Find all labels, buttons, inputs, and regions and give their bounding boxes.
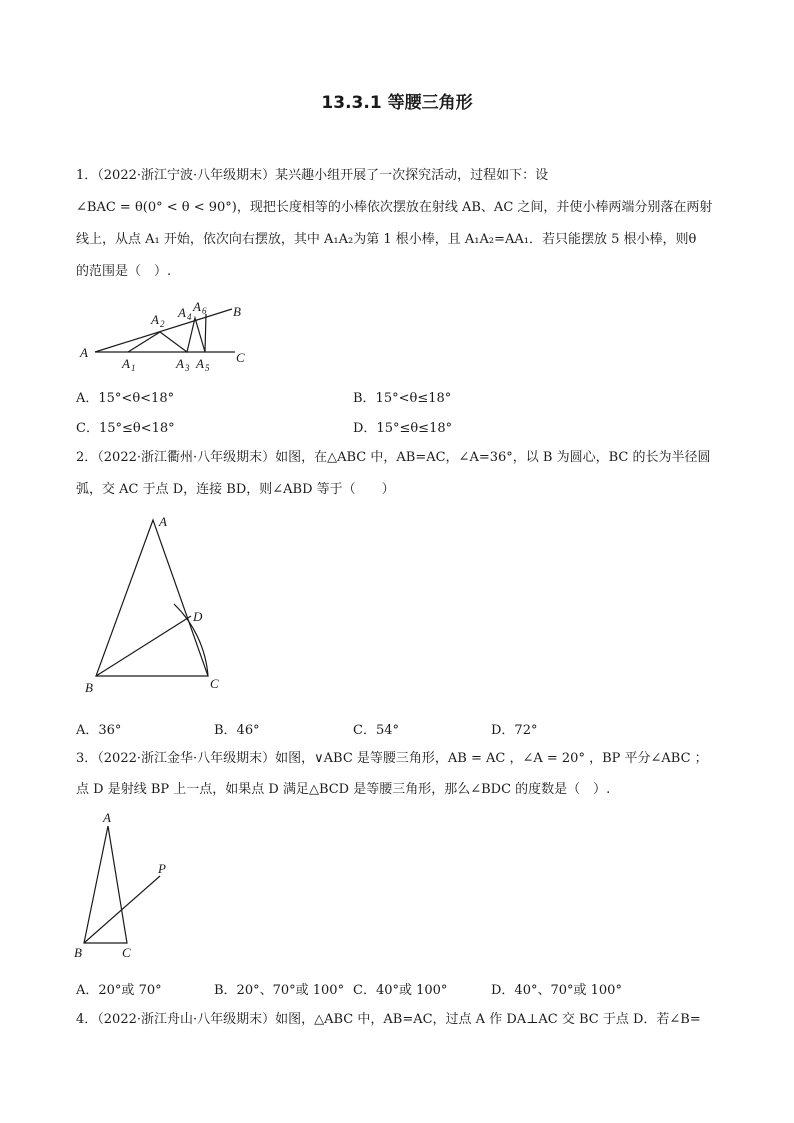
- q3-label-A: A: [103, 810, 111, 825]
- q1-label-A6: A: [193, 299, 201, 314]
- q2-label-A: A: [159, 514, 167, 529]
- q1-label-A5: A: [196, 356, 204, 371]
- q4-text-line-1: 4．（2022·浙江舟山·八年级期末）如图，△ABC 中，AB=AC，过点 A 作 DA⊥AC 交 BC 于点 D．若∠B=: [76, 1012, 701, 1027]
- q1-label-sub-2: 2: [160, 319, 165, 329]
- q1-label-sub-4: 4: [187, 312, 192, 322]
- q1-label-A1: A: [122, 356, 130, 371]
- q1-label-sub-3: 3: [185, 363, 190, 373]
- q1-text-line-3: 线上，从点 A₁ 开始，依次向右摆放，其中 A₁A₂为第 1 根小棒，且 A₁A₂=AA₁．若只能摆放 5 根小棒，则θ: [76, 232, 697, 247]
- q1-label-B: B: [233, 304, 241, 319]
- q1-label-A2: A: [151, 312, 159, 327]
- q2-option-d: D．72°: [491, 723, 538, 738]
- q1-label-A4: A: [178, 305, 186, 320]
- triangle-abc: [84, 826, 127, 943]
- q1-label-A3: A: [176, 356, 184, 371]
- q3-option-b: B．20°、70°或 100°: [214, 983, 345, 998]
- q2-option-a: A．36°: [76, 723, 122, 738]
- q2-option-c: C．54°: [353, 723, 399, 738]
- q2-text-line-1: 2．（2022·浙江衢州·八年级期末）如图，在△ABC 中，AB=AC，∠A=36°，以 B 为圆心，BC 的长为半径圆: [76, 450, 711, 465]
- q1-text-line-1: 1．（2022·浙江宁波·八年级期末）某兴趣小组开展了一次探究活动，过程如下：设: [76, 168, 549, 183]
- q2-label-B: B: [85, 680, 93, 695]
- q3-label-C: C: [122, 945, 131, 960]
- q1-label-sub-5: 5: [205, 363, 210, 373]
- q1-label-C: C: [236, 350, 245, 365]
- q3-label-P: P: [158, 861, 166, 876]
- q2-text-line-2: 弧，交 AC 于点 D，连接 BD，则∠ABD 等于（ ）: [76, 482, 395, 497]
- q3-label-B: B: [74, 945, 82, 960]
- q2-label-D: D: [193, 609, 203, 624]
- q3-text-line-2: 点 D 是射线 BP 上一点，如果点 D 满足△BCD 是等腰三角形，那么∠BDC 的度数是（ ）.: [76, 782, 611, 797]
- q1-option-a: A．15°<θ<18°: [76, 391, 175, 406]
- q2-option-b: B．46°: [214, 723, 260, 738]
- q3-option-a: A．20°或 70°: [76, 983, 162, 998]
- q1-option-b: B．15°<θ≤18°: [353, 391, 452, 406]
- q1-label-sub-6: 6: [202, 306, 207, 316]
- q1-label-sub-1: 1: [131, 363, 136, 373]
- q3-option-d: D．40°、70°或 100°: [491, 983, 622, 998]
- q1-text-line-2: ∠BAC = θ(0° < θ < 90°)，现把长度相等的小棒依次摆放在射线 AB、AC 之间，并使小棒两端分别落在两射: [76, 200, 713, 215]
- q3-option-c: C．40°或 100°: [353, 983, 448, 998]
- page-title: 13.3.1 等腰三角形: [321, 93, 473, 113]
- q1-option-c: C．15°≤θ<18°: [76, 421, 175, 436]
- q3-text-line-1: 3．（2022·浙江金华·八年级期末）如图，∨ABC 是等腰三角形，AB = AC ，∠A = 20° ，BP 平分∠ABC ；: [76, 751, 708, 766]
- q1-label-A: A: [80, 345, 88, 360]
- q1-text-line-4: 的范围是（ ）.: [76, 264, 172, 279]
- q1-option-d: D．15°≤θ≤18°: [353, 421, 453, 436]
- q2-label-C: C: [210, 676, 219, 691]
